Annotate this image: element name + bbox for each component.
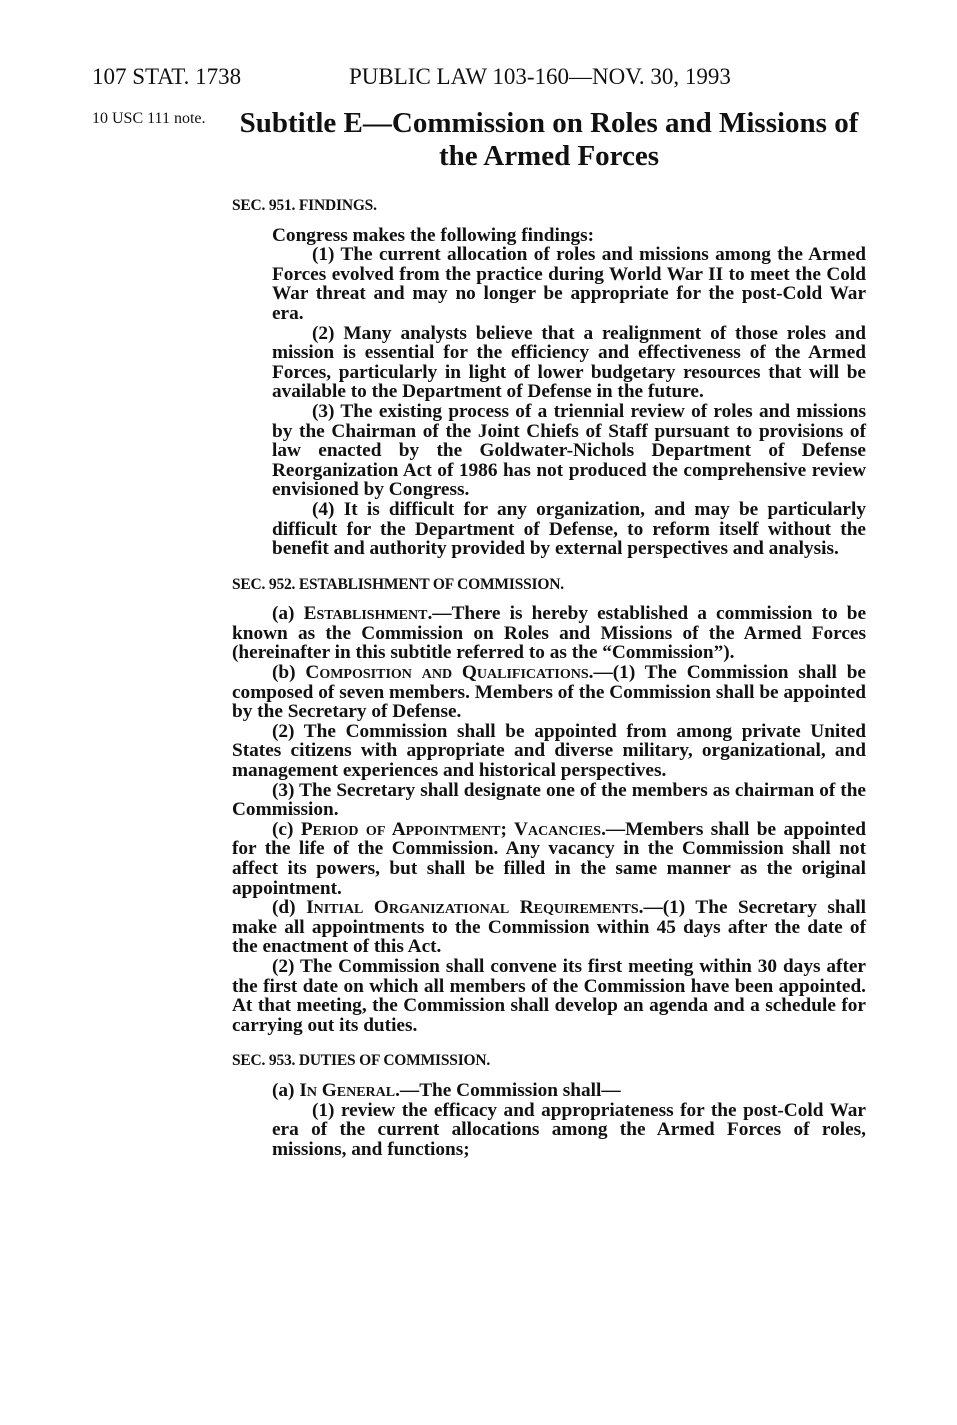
paragraph-952-d-2: (2) The Commission shall convene its first meeting within 30 days after the first date on which all members of the Commission have been appointed. At that meeting, the Commission shall develop an agenda and a schedule for carrying out its duties. bbox=[232, 955, 866, 1036]
public-law-header: PUBLIC LAW 103-160—NOV. 30, 1993 bbox=[349, 64, 731, 89]
finding-3: (3) The existing process of a triennial review of roles and missions by the Chairman of the Joint Chiefs of Staff pursuant to provisions of law enacted by the Goldwater-Nichols Department of Defense Reorganization Act of 1986 has not produced the comprehensive review envisioned by Congress. bbox=[272, 400, 866, 501]
margin-citation-note: 10 USC 111 note. bbox=[92, 110, 206, 127]
section-953-heading: SEC. 953. DUTIES OF COMMISSION. bbox=[232, 1052, 491, 1070]
findings-intro: Congress makes the following findings: bbox=[272, 224, 595, 246]
finding-4: (4) It is difficult for any organization, and may be particularly difficult for the Department of Defense, to reform itself without the benefit and authority provided by external perspectives and analysis. bbox=[272, 498, 866, 560]
section-952-heading: SEC. 952. ESTABLISHMENT OF COMMISSION. bbox=[232, 575, 564, 593]
paragraph-952-b-2: (2) The Commission shall be appointed from among private United States citizens with appropriate and diverse military, organizational, and management experiences and historical perspectives. bbox=[232, 720, 866, 782]
section-951-heading: SEC. 951. FINDINGS. bbox=[232, 197, 377, 214]
finding-1: (1) The current allocation of roles and missions among the Armed Forces evolved from the practice during World War II to meet the Cold War threat and may no longer be appropriate for the post-Cold War era. bbox=[272, 244, 866, 324]
duty-1: (1) review the efficacy and appropriateness for the post-Cold War era of the current allocations among the Armed Forces of roles, missions, and functions; bbox=[272, 1099, 866, 1160]
subsection-953-a: (a) In General.—The Commission shall— bbox=[272, 1079, 621, 1101]
document-body bbox=[232, 196, 866, 1159]
paragraph-952-b-3: (3) The Secretary shall designate one of the members as chairman of the Commission. bbox=[232, 779, 866, 821]
subsection-952-c: (c) Period of Appointment; Vacancies.—Members shall be appointed for the life of the Commission. Any vacancy in the Commission shall not affect its powers, but shall be filled in the same manner as the original appointment. bbox=[232, 818, 866, 899]
subsection-952-a: (a) Establishment.—There is hereby established a commission to be known as the Commission on Roles and Missions of the Armed Forces (hereinafter in this subtitle referred to as the “Commission”). bbox=[232, 603, 867, 664]
finding-2: (2) Many analysts believe that a realignment of those roles and mission is essential for the efficiency and effectiveness of the Armed Forces, particularly in light of lower budgetary resources that will be available to the Department of Defense in the future. bbox=[272, 322, 866, 403]
subsection-952-d: (d) Initial Organizational Requirements.—(1) The Secretary shall make all appointments to the Commission within 45 days after the date of the enactment of this Act. bbox=[232, 897, 866, 958]
subsection-952-b: (b) Composition and Qualifications.—(1) The Commission shall be composed of seven members. Members of the Commission shall be appointed by the Secretary of Defense. bbox=[232, 662, 866, 723]
subtitle-heading: Subtitle E—Commission on Roles and Missions of the Armed Forces bbox=[239, 107, 859, 172]
statute-page-number: 107 STAT. 1738 bbox=[92, 64, 242, 89]
